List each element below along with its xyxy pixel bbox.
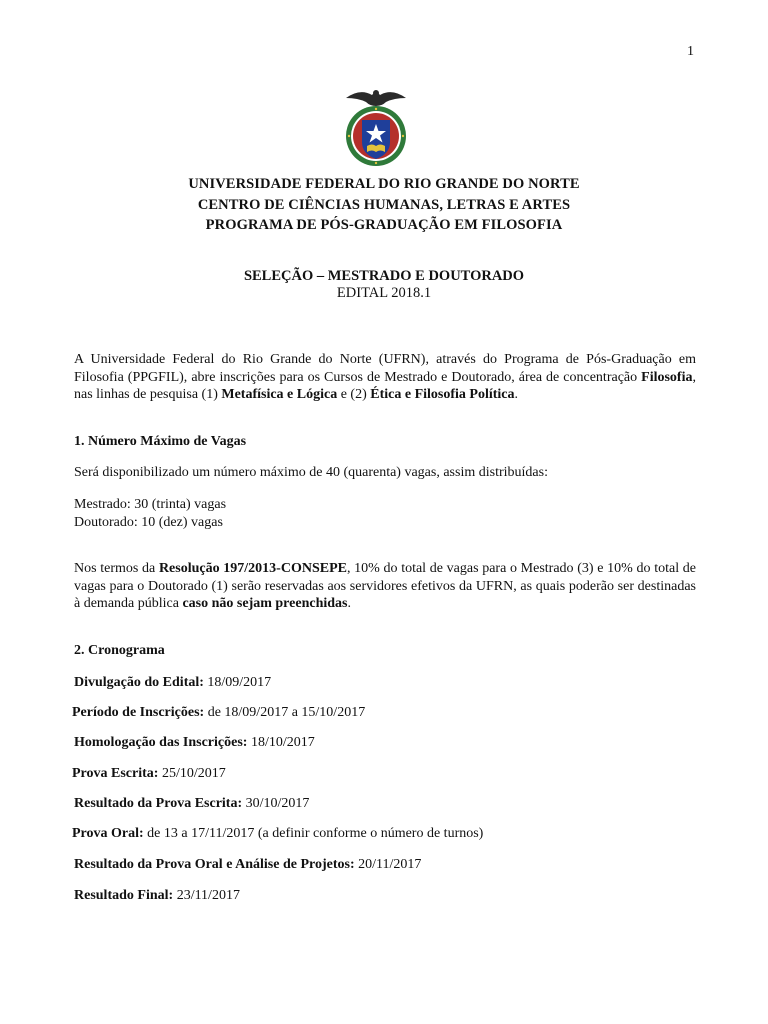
cronograma-item-resultado-escrita	[74, 795, 309, 812]
section-1-text: Será disponibilizado um número máximo de 40 (quarenta) vagas, assim distribuídas:	[74, 465, 548, 480]
intro-line-1: Metafísica e Lógica	[221, 387, 338, 402]
cronograma-item-prova-oral	[72, 825, 483, 842]
title-edital: EDITAL 2018.1	[336, 285, 432, 301]
header-university: UNIVERSIDADE FEDERAL DO RIO GRANDE DO NORTE	[188, 176, 580, 192]
cronograma-value: 20/11/2017	[354, 857, 422, 872]
cronograma-value: 23/11/2017	[173, 888, 240, 903]
institution-header	[0, 174, 768, 236]
university-crest-icon	[342, 84, 410, 170]
cronograma-item-homologacao	[74, 734, 315, 751]
cronograma-value: de 13 a 17/11/2017 (a definir conforme o número de turnos)	[143, 826, 484, 841]
cronograma-value: 18/10/2017	[247, 735, 315, 750]
cronograma-label: Resultado da Prova Escrita:	[74, 796, 243, 811]
title-main: SELEÇÃO – MESTRADO E DOUTORADO	[243, 268, 525, 284]
cronograma-item-resultado-final	[74, 887, 240, 904]
intro-text-4: .	[514, 387, 519, 402]
resolucao-ref: Resolução 197/2013-CONSEPE	[158, 561, 347, 576]
intro-line-2: Ética e Filosofia Política	[370, 387, 515, 402]
reserva-text-2: , 10% do total de vagas para o Mestrado (3) e 10% do total de vagas para o Doutorado (1) serão reservadas aos servidores efetivos da UFRN, as quais poderão ser destinadas à demanda pública	[74, 561, 696, 611]
cronograma-label: Prova Oral:	[72, 826, 144, 841]
cronograma-value: 30/10/2017	[242, 796, 310, 811]
header-program: PROGRAMA DE PÓS-GRADUAÇÃO EM FILOSOFIA	[205, 217, 563, 233]
section-2-title: 2. Cronograma	[74, 643, 165, 658]
reserva-text-1: Nos termos da	[74, 561, 159, 576]
cronograma-item-divulgacao	[74, 674, 271, 691]
cronograma-value: de 18/09/2017 a 15/10/2017	[204, 705, 366, 720]
cronograma-value: 25/10/2017	[158, 766, 226, 781]
reserva-paragraph	[74, 560, 696, 613]
cronograma-item-resultado-oral	[74, 856, 421, 873]
section-1-title: 1. Número Máximo de Vagas	[74, 434, 247, 449]
cronograma-item-inscricoes	[72, 704, 365, 721]
cronograma-label: Divulgação do Edital:	[74, 675, 204, 690]
cronograma-label: Período de Inscrições:	[72, 705, 205, 720]
cronograma-label: Homologação das Inscrições:	[74, 735, 248, 750]
cronograma-label: Resultado da Prova Oral e Análise de Projetos:	[74, 857, 355, 872]
intro-text-2: , nas linhas de pesquisa (1)	[74, 369, 696, 402]
cronograma-label: Prova Escrita:	[72, 766, 159, 781]
intro-text-3: e (2)	[337, 387, 371, 402]
reserva-bold: caso não sejam preenchidas	[182, 596, 348, 611]
header-center: CENTRO DE CIÊNCIAS HUMANAS, LETRAS E ARTES	[197, 196, 571, 213]
cronograma-value: 18/09/2017	[203, 675, 272, 690]
cronograma-label: Resultado Final:	[74, 888, 174, 903]
intro-text-1: A Universidade Federal do Rio Grande do Norte (UFRN), através do Programa de Pós-Graduação em Filosofia (PPGFIL), abre inscrições para os Cursos de Mestrado e Doutorado, área de concentração	[74, 352, 696, 385]
vagas-mestrado: Mestrado: 30 (trinta) vagas	[74, 497, 227, 512]
document-title	[0, 268, 768, 302]
reserva-text-3: .	[347, 596, 351, 611]
vagas-doutorado: Doutorado: 10 (dez) vagas	[74, 515, 223, 530]
intro-paragraph	[74, 351, 696, 404]
intro-area: Filosofia	[641, 369, 693, 385]
page-number: 1	[687, 44, 694, 59]
cronograma-item-prova-escrita	[72, 765, 226, 782]
